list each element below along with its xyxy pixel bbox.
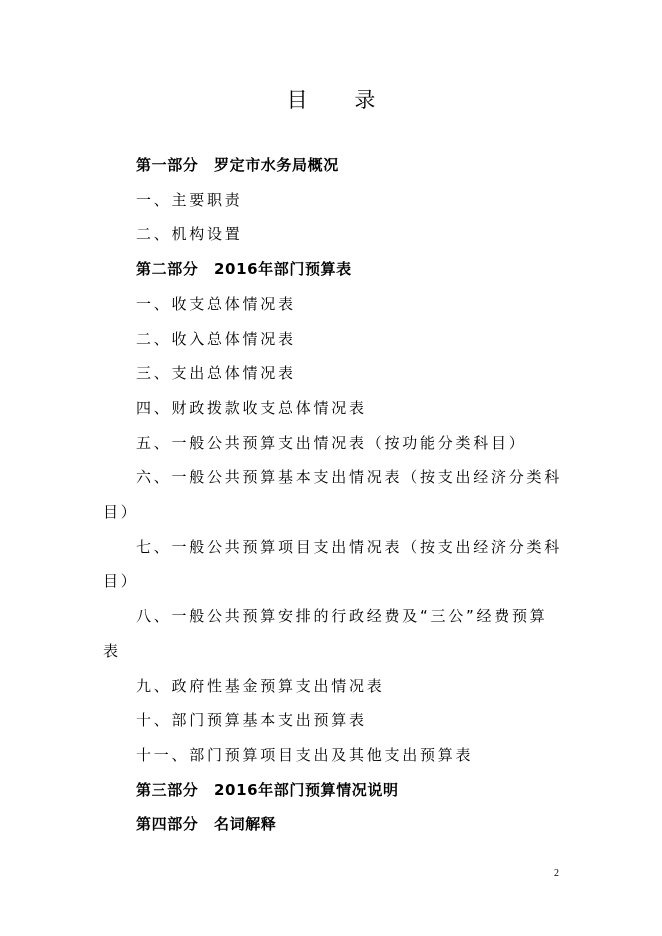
toc-section-heading: 第二部分 2016年部门预算表	[136, 260, 352, 279]
toc-item: 十、部门预算基本支出预算表	[136, 711, 367, 730]
page-title: 目 录	[286, 88, 396, 112]
toc-item: 一、主要职责	[136, 190, 243, 209]
toc-section-heading: 第三部分 2016年部门预算情况说明	[136, 780, 399, 799]
toc-section-heading: 第一部分 罗定市水务局概况	[136, 156, 339, 174]
toc-item: 二、机构设置	[136, 225, 243, 244]
toc-item: 十一、部门预算项目支出及其他支出预算表	[136, 745, 474, 764]
table-of-contents	[103, 148, 565, 842]
toc-item: 一、收支总体情况表	[136, 294, 296, 313]
toc-item: 九、政府性基金预算支出情况表	[136, 676, 385, 695]
toc-item: 六、一般公共预算基本支出情况表（按支出经济分类科目）	[103, 468, 563, 522]
toc-item: 七、一般公共预算项目支出情况表（按支出经济分类科目）	[103, 537, 563, 591]
toc-item: 二、收入总体情况表	[136, 329, 296, 348]
page-number: 2	[554, 868, 559, 879]
toc-section-heading: 第四部分 名词解释	[136, 815, 277, 834]
toc-item: 八、一般公共预算安排的行政经费及“三公”经费预算表	[103, 607, 548, 660]
toc-item: 四、财政拨款收支总体情况表	[136, 398, 367, 417]
toc-item: 五、一般公共预算支出情况表（按功能分类科目）	[136, 433, 527, 452]
toc-item: 三、支出总体情况表	[136, 364, 296, 383]
